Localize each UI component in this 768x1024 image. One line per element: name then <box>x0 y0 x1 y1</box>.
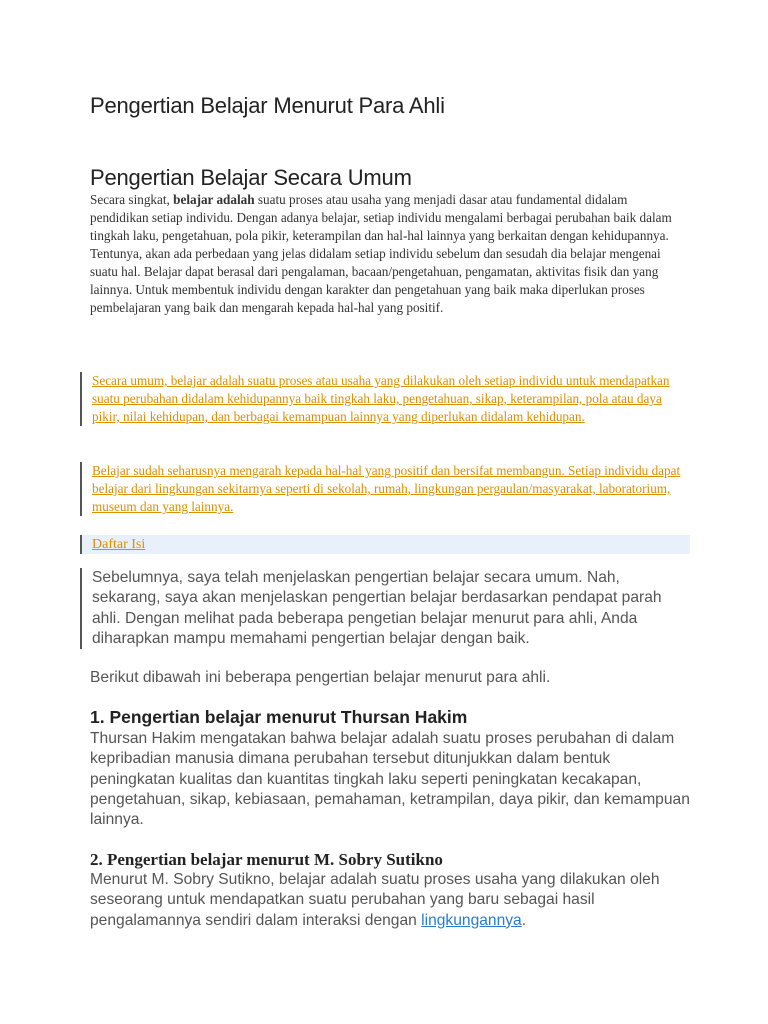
section-title: Pengertian Belajar Secara Umum <box>90 165 412 190</box>
table-of-contents-toggle[interactable] <box>80 535 690 554</box>
paragraph-berikut: Berikut dibawah ini beberapa pengertian belajar menurut para ahli. <box>90 669 551 686</box>
quote-link-2[interactable]: Belajar sudah seharusnya mengarah kepada hal-hal yang positif dan bersifat membangun. Setiap individu dapat belajar dari lingkungan sekitarnya seperti di sekolah, rumah, lingkungan pergaulan/masyarakat, laboratorium, museum dan yang lainnya. <box>92 463 681 514</box>
intro-rest: suatu proses atau usaha yang menjadi dasar atau fundamental didalam pendidikan setiap individu. Dengan adanya belajar, setiap individu mengalami berbagai perubahan baik dalam tingkah laku, pengetahuan, pola pikir, keterampilan dan hal-hal lainnya yang berkaitan dengan kehidupannya. <box>90 192 672 243</box>
toc-label[interactable]: Daftar Isi <box>92 537 146 552</box>
expert-text-2-end: . <box>521 911 527 929</box>
quote-block-1 <box>80 372 692 426</box>
intro-prefix: Secara singkat, <box>90 192 174 207</box>
lingkungan-link[interactable]: lingkungannya <box>421 911 522 929</box>
intro-bold: belajar adalah <box>173 192 255 207</box>
expert-text-2-body: Menurut M. Sobry Sutikno, belajar adalah suatu proses usaha yang dilakukan oleh seseorang untuk mendapatkan suatu perubahan yang baru sebagai hasil pengalamannya sendiri dalam interaksi dengan <box>90 871 660 929</box>
intro-paragraph <box>90 191 680 245</box>
expert-text-1: Thursan Hakim mengatakan bahwa belajar adalah suatu proses perubahan di dalam kepribadian manusia dimana perubahan tersebut ditunjukkan dalam bentuk peningkatan kualitas dan kuantitas tingkah laku seperti peningkatan kecakapan, pengetahuan, sikap, kebiasaan, pemahaman, ketrampilan, daya pikir, dan kemampuan lainnya. <box>90 730 690 829</box>
intro-text <box>90 191 680 317</box>
paragraph-sebelumnya: Sebelumnya, saya telah menjelaskan pengertian belajar secara umum. Nah, sekarang, saya akan menjelaskan pengertian belajar berdasarkan pendapat parah ahli. Dengan melihat pada beberapa pengetian belajar menurut para ahli, Anda diharapkan mampu memahami pengertian belajar dengan baik. <box>80 568 692 649</box>
expert-heading-2: 2. Pengertian belajar menurut M. Sobry Sutikno <box>90 850 443 869</box>
expert-text-2 <box>90 870 690 931</box>
quote-link-1[interactable]: Secara umum, belajar adalah suatu proses atau usaha yang dilakukan oleh setiap individu untuk mendapatkan suatu perubahan didalam kehidupannya baik tingkah laku, pengetahuan, sikap, keterampilan, pola atau daya pikir, nilai kehidupan, dan berbagai kemampuan lainnya yang diperlukan didalam kehidupan. <box>92 373 670 424</box>
second-paragraph: Tentunya, akan ada perbedaan yang jelas didalam setiap individu sebelum dan sesudah dia belajar mengenai suatu hal. Belajar dapat berasal dari pengalaman, bacaan/pengetahuan, pengamatan, aktivitas fisik dan yang lainnya. Untuk membentuk individu dengan karakter dan pengetahuan yang baik maka diperlukan proses pembelajaran yang baik dan mengarah kepada hal-hal yang positif. <box>90 246 661 315</box>
expert-heading-1: 1. Pengertian belajar menurut Thursan Hakim <box>90 707 468 727</box>
quote-block-2 <box>80 462 692 516</box>
page-title: Pengertian Belajar Menurut Para Ahli <box>90 93 445 118</box>
